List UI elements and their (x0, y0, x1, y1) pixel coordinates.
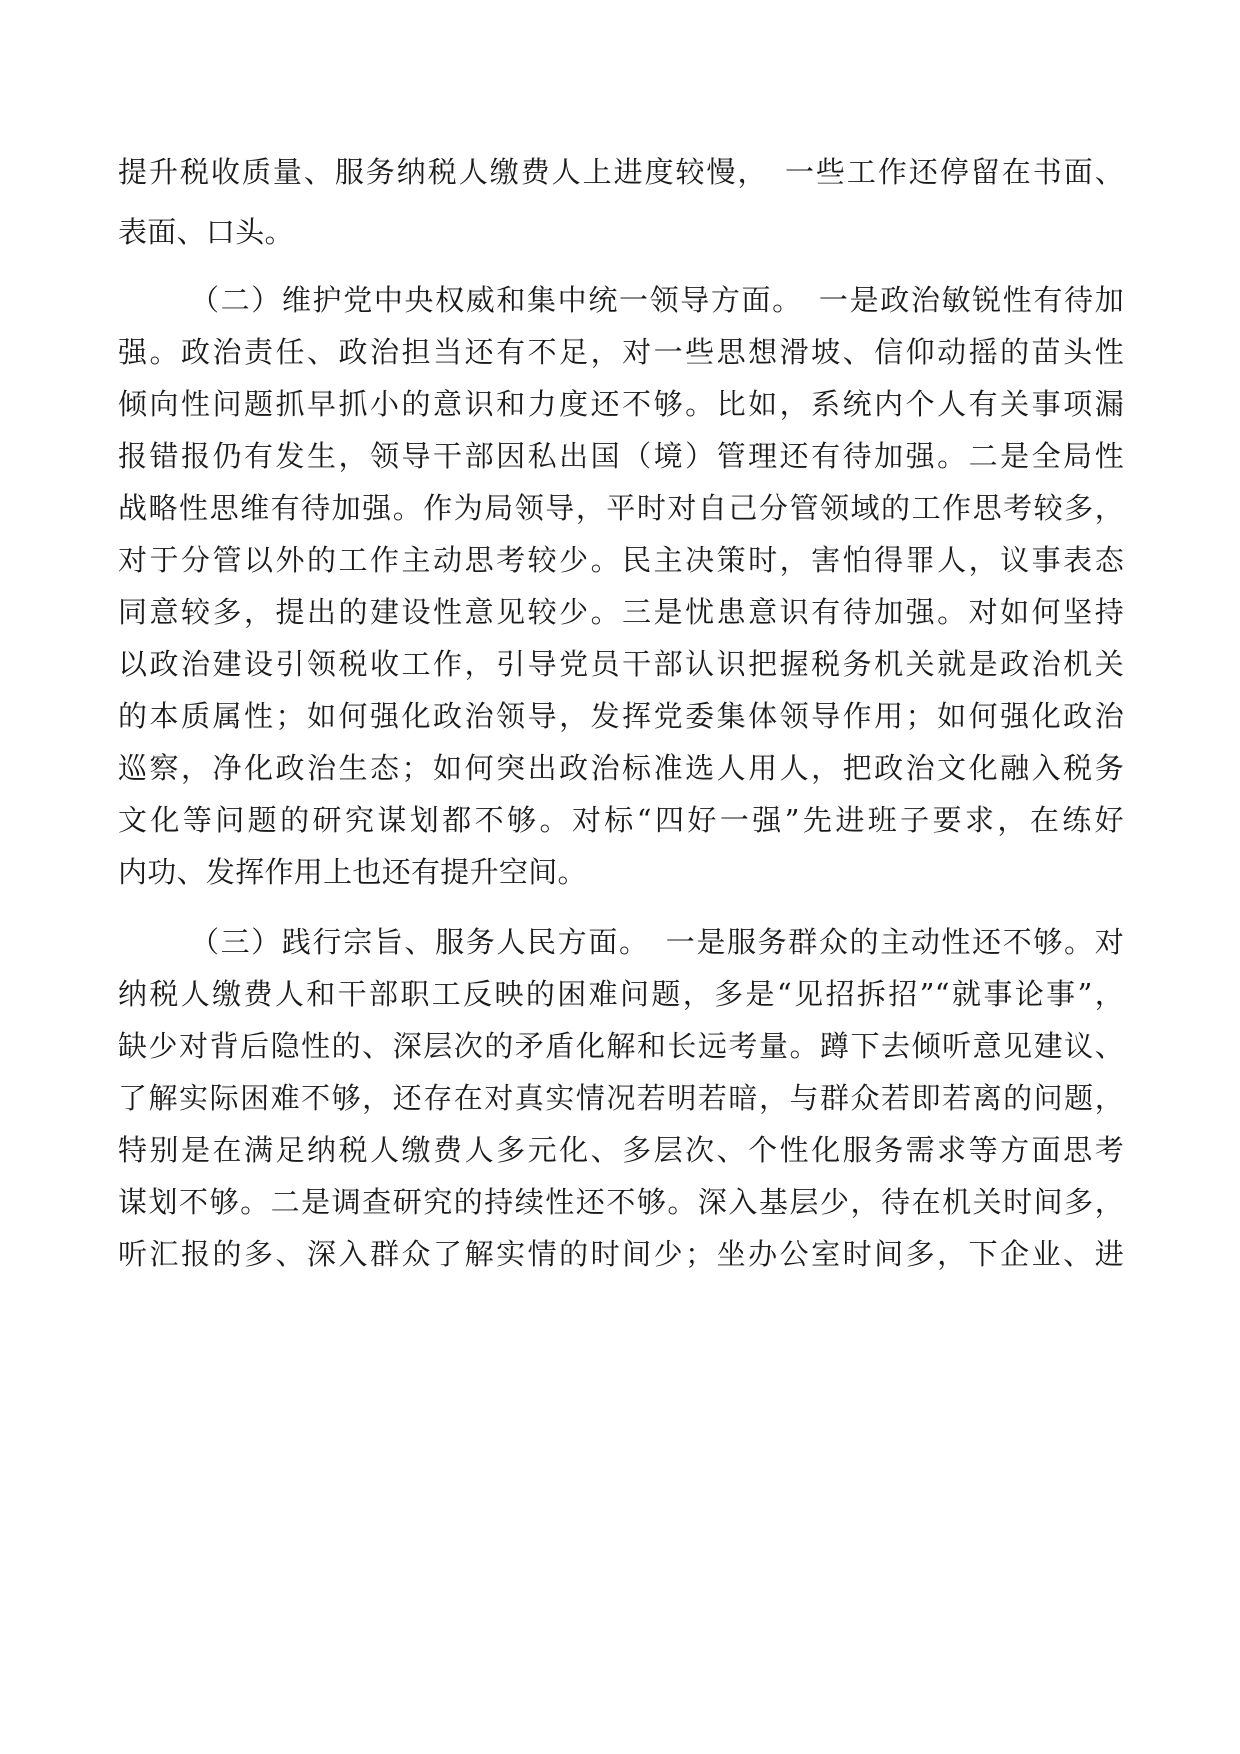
paragraph-2-line-4: 报错报仍有发生，领导干部因私出国（境）管理还有待加强。二是全局性 (118, 439, 1124, 473)
paragraph-2-line-7: 同意较多，提出的建设性意见较少。三是忧患意识有待加强。对如何坚持 (118, 595, 1124, 629)
paragraph-2-line-8: 以政治建设引领税收工作，引导党员干部认识把握税务机关就是政治机关 (118, 647, 1124, 681)
paragraph-2-line-5: 战略性思维有待加强。作为局领导，平时对自己分管领域的工作思考较多， (118, 491, 1124, 525)
paragraph-3-line-5: 特别是在满足纳税人缴费人多元化、多层次、个性化服务需求等方面思考 (118, 1133, 1124, 1167)
paragraph-2-line-2: 强。政治责任、政治担当还有不足，对一些思想滑坡、信仰动摇的苗头性 (118, 335, 1124, 369)
paragraph-2-line-12: 内功、发挥作用上也还有提升空间。 (118, 855, 587, 889)
paragraph-2-line-9: 的本质属性；如何强化政治领导，发挥党委集体领导作用；如何强化政治 (118, 699, 1124, 733)
paragraph-3-line-3: 缺少对背后隐性的、深层次的矛盾化解和长远考量。蹲下去倾听意见建议、 (118, 1029, 1124, 1063)
paragraph-2-line-1: （二）维护党中央权威和集中统一领导方面。 一是政治敏锐性有待加 (190, 283, 1124, 317)
paragraph-3-line-6: 谋划不够。二是调查研究的持续性还不够。深入基层少，待在机关时间多， (118, 1185, 1124, 1219)
paragraph-1-line-1: 提升税收质量、服务纳税人缴费人上进度较慢， 一些工作还停留在书面、 (118, 155, 1124, 189)
paragraph-2-line-6: 对于分管以外的工作主动思考较少。民主决策时，害怕得罪人，议事表态 (118, 543, 1124, 577)
paragraph-2-line-3: 倾向性问题抓早抓小的意识和力度还不够。比如，系统内个人有关事项漏 (118, 387, 1124, 421)
paragraph-2-line-10: 巡察，净化政治生态；如何突出政治标准选人用人，把政治文化融入税务 (118, 751, 1124, 785)
paragraph-2-line-11: 文化等问题的研究谋划都不够。对标“四好一强”先进班子要求，在练好 (118, 803, 1124, 837)
paragraph-3-line-2: 纳税人缴费人和干部职工反映的困难问题，多是“见招拆招”“就事论事”， (118, 977, 1124, 1011)
paragraph-3-line-4: 了解实际困难不够，还存在对真实情况若明若暗，与群众若即若离的问题， (118, 1081, 1124, 1115)
paragraph-1-line-2: 表面、口头。 (118, 215, 294, 249)
paragraph-3-line-7: 听汇报的多、深入群众了解实情的时间少；坐办公室时间多，下企业、进 (118, 1237, 1124, 1271)
paragraph-3-line-1: （三）践行宗旨、服务人民方面。 一是服务群众的主动性还不够。对 (190, 925, 1124, 959)
